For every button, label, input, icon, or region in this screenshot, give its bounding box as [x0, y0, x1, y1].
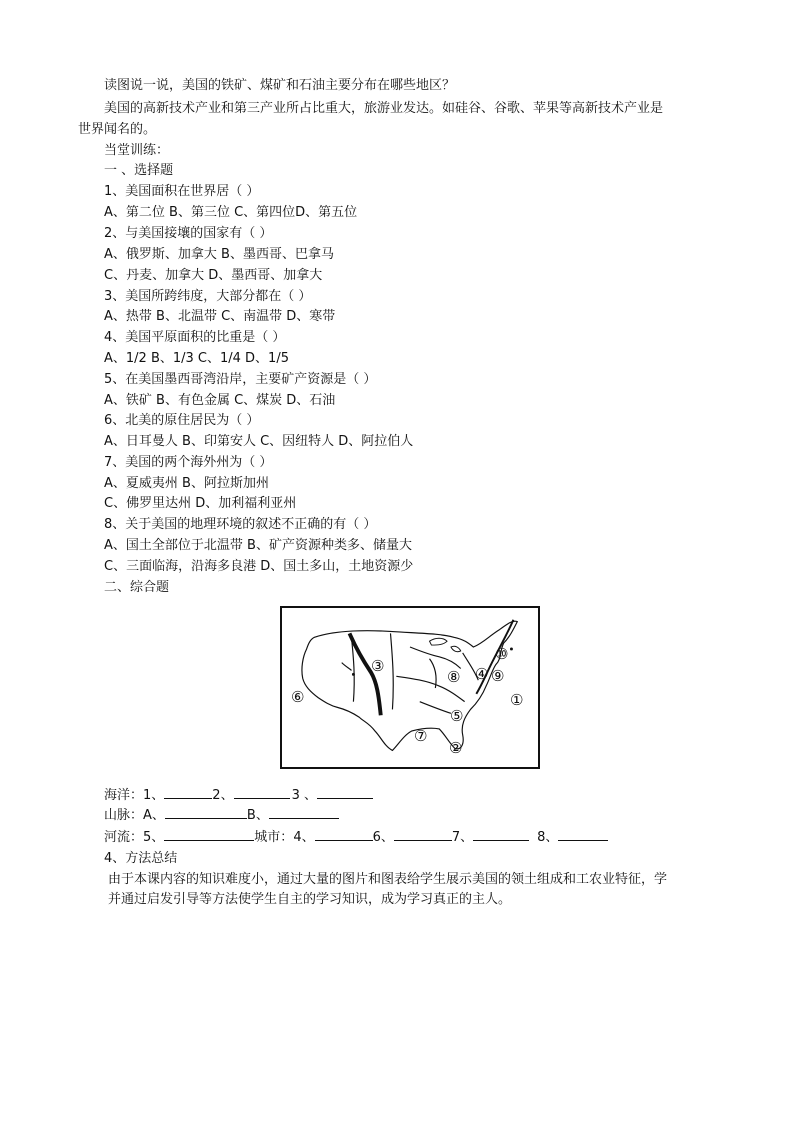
question-6-options: A、日耳曼人 B、印第安人 C、因纽特人 D、阿拉伯人: [104, 434, 414, 449]
map-marker-5: ⑤: [450, 707, 464, 725]
mountain-blank-b[interactable]: [269, 806, 339, 819]
city-item-7: 7、: [451, 830, 474, 845]
intro-line-2: 美国的高新技术产业和第三产业所占比重大，旅游业发达。如硅谷、谷歌、苹果等高新技术产业是: [104, 101, 664, 116]
question-8-options-b: C、三面临海，沿海多良港 D、国土多山，土地资源少: [104, 559, 414, 574]
ocean-label: 海洋：: [104, 788, 144, 803]
city-blank-7[interactable]: [473, 828, 529, 841]
question-6: 6、北美的原住居民为（ ）: [104, 413, 260, 428]
map-outline: [302, 621, 517, 750]
map-dot: [510, 648, 513, 651]
river-label: 河流：: [104, 830, 144, 845]
question-8: 8、关于美国的地理环境的叙述不正确的有（ ）: [104, 517, 377, 532]
question-4-options: A、1/2 B、1/3 C、1/4 D、1/5: [104, 351, 289, 366]
city-item-6: 6、: [372, 830, 394, 845]
map-marker-7: ⑦: [414, 727, 428, 745]
question-1-options: A、第二位 B、第三位 C、第四位D、第五位: [104, 205, 358, 220]
question-2-options-a: A、俄罗斯、加拿大 B、墨西哥、巴拿马: [104, 247, 334, 262]
question-3: 3、美国所跨纬度，大部分都在（ ）: [104, 289, 312, 304]
section-comprehensive-title: 二、综合题: [104, 580, 170, 595]
ocean-blank-2[interactable]: [234, 786, 290, 799]
intro-line-1: 读图说一说，美国的铁矿、煤矿和石油主要分布在哪些地区？: [104, 78, 456, 93]
ocean-item-2: 2、: [212, 788, 234, 803]
map-marker-1: ①: [510, 691, 524, 709]
summary-line-2: 并通过启发引导等方法使学生自主的学习知识，成为学习真正的主人。: [108, 892, 512, 907]
river-item-5: 5、: [143, 830, 165, 845]
ocean-fill-row: [104, 786, 373, 805]
map-marker-10: ⑩: [495, 645, 509, 663]
map-marker-8: ⑧: [447, 668, 461, 686]
summary-heading: 4、方法总结: [104, 851, 178, 866]
river-blank-5[interactable]: [164, 828, 254, 841]
map-marker-2: ②: [449, 739, 463, 757]
map-dot: [352, 673, 355, 676]
city-item-8: 8、: [537, 830, 559, 845]
city-blank-4[interactable]: [315, 828, 373, 841]
river-city-fill-row: [104, 828, 608, 847]
question-7: 7、美国的两个海外州为（ ）: [104, 455, 273, 470]
section-choice-title: 一 、选择题: [104, 163, 174, 178]
question-1: 1、美国面积在世界居（ ）: [104, 184, 260, 199]
mountain-item-b: B、: [246, 808, 269, 823]
city-blank-6[interactable]: [394, 828, 452, 841]
question-2: 2、与美国接壤的国家有（ ）: [104, 226, 273, 241]
city-label: 城市：: [254, 830, 294, 845]
map-marker-9: ⑨: [491, 667, 505, 685]
map-marker-6: ⑥: [291, 688, 305, 706]
ocean-item-3: 3 、: [291, 788, 317, 803]
map-marker-4: ④: [475, 665, 489, 683]
intro-line-3: 世界闻名的。: [78, 122, 157, 137]
great-lakes: [430, 638, 461, 651]
summary-line-1: 由于本课内容的知识难度小，通过大量的图片和图表给学生展示美国的领土组成和工农业特征，学: [108, 872, 668, 887]
city-blank-8[interactable]: [558, 828, 608, 841]
usa-map-drawing: [282, 608, 538, 767]
map-marker-3: ③: [371, 657, 385, 675]
question-7-options-b: C、佛罗里达州 D、加利福利亚州: [104, 496, 297, 511]
mountain-blank-a[interactable]: [165, 806, 247, 819]
ocean-blank-3[interactable]: [317, 786, 373, 799]
mountain-fill-row: [104, 806, 339, 825]
mountain-label: 山脉：: [104, 808, 144, 823]
practice-heading: 当堂训练：: [104, 143, 170, 158]
city-item-4: 4、: [293, 830, 315, 845]
ocean-blank-1[interactable]: [164, 786, 212, 799]
ocean-item-1: 1、: [143, 788, 165, 803]
usa-map: [280, 606, 540, 769]
question-4: 4、美国平原面积的比重是（ ）: [104, 330, 286, 345]
question-5-options: A、铁矿 B、有色金属 C、煤炭 D、石油: [104, 393, 336, 408]
mountain-item-a: A、: [143, 808, 165, 823]
question-7-options-a: A、夏威夷州 B、阿拉斯加州: [104, 476, 269, 491]
question-5: 5、在美国墨西哥湾沿岸，主要矿产资源是（ ）: [104, 372, 377, 387]
question-3-options: A、热带 B、北温带 C、南温带 D、寒带: [104, 309, 336, 324]
question-8-options-a: A、国土全部位于北温带 B、矿产资源种类多、储量大: [104, 538, 412, 553]
question-2-options-b: C、丹麦、加拿大 D、墨西哥、加拿大: [104, 268, 323, 283]
